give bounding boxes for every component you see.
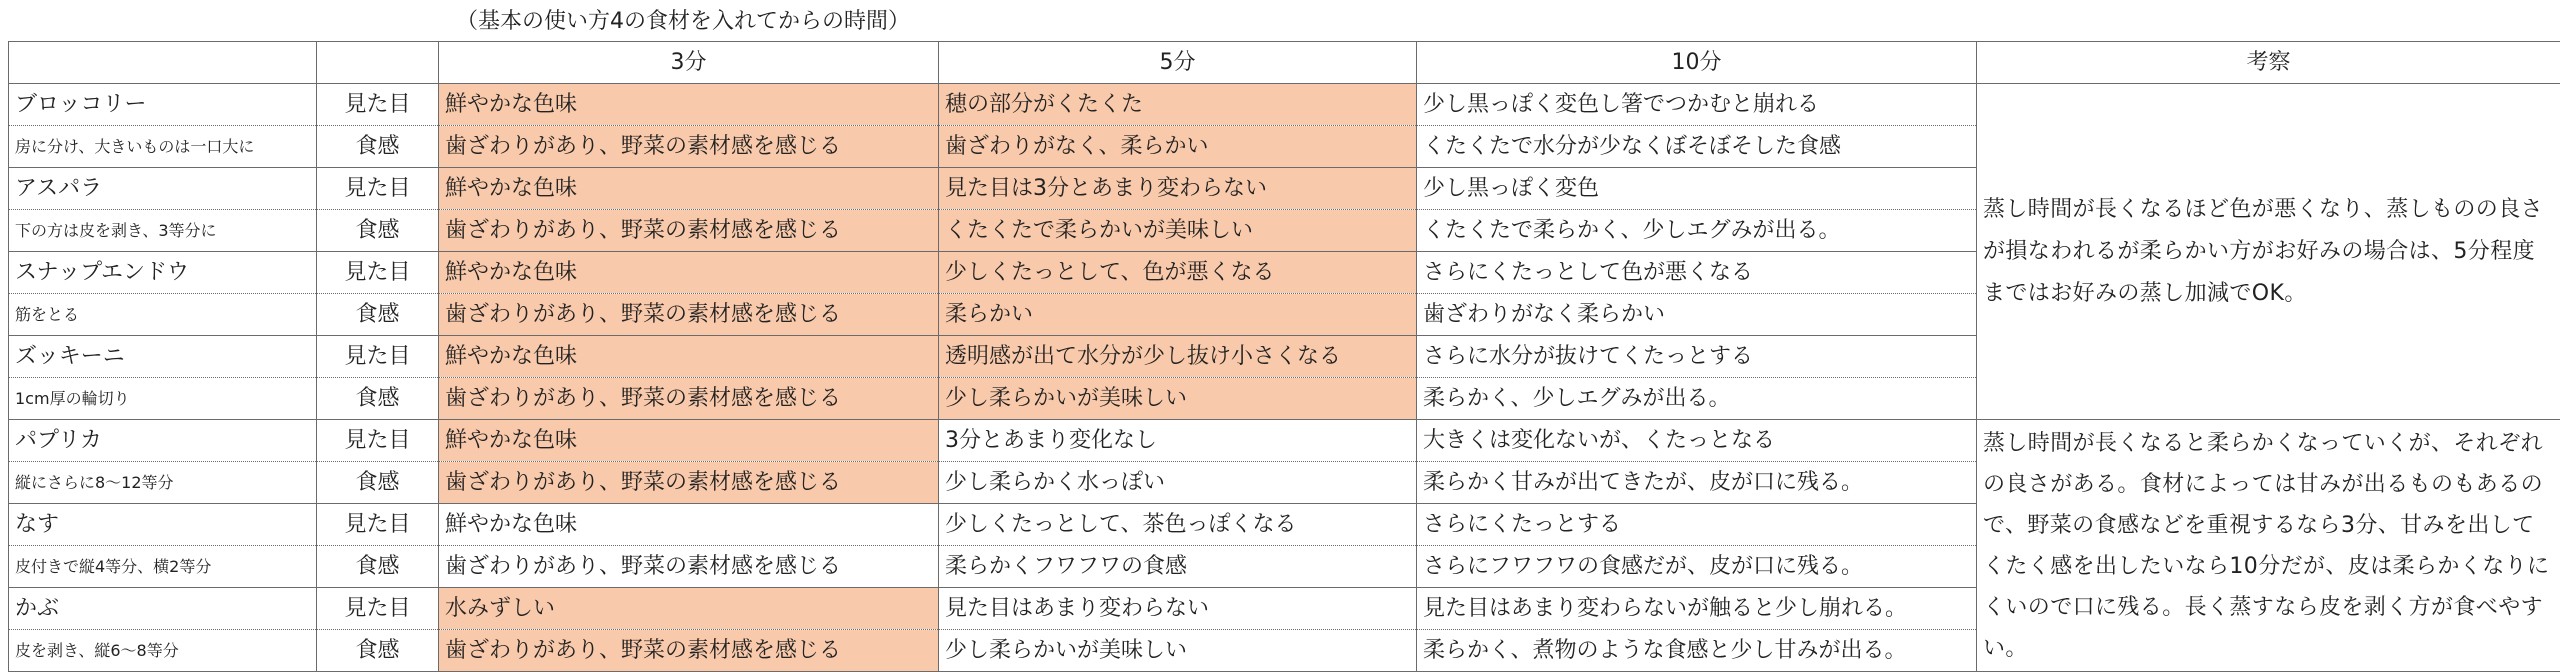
- texture-5min: 少し柔らかく水っぽい: [939, 462, 1417, 504]
- look-label: 見た目: [317, 252, 439, 294]
- texture-label: 食感: [317, 378, 439, 420]
- texture-3min: 歯ざわりがあり、野菜の素材感を感じる: [439, 126, 939, 168]
- texture-5min: 柔らかくフワフワの食感: [939, 546, 1417, 588]
- texture-3min: 歯ざわりがあり、野菜の素材感を感じる: [439, 378, 939, 420]
- look-3min: 鮮やかな色味: [439, 84, 939, 126]
- texture-label: 食感: [317, 546, 439, 588]
- texture-10min: さらにフワフワの食感だが、皮が口に残る。: [1417, 546, 1977, 588]
- look-3min: 鮮やかな色味: [439, 336, 939, 378]
- look-label: 見た目: [317, 84, 439, 126]
- vegetable-name: アスパラ: [9, 168, 317, 210]
- look-10min: 少し黒っぽく変色し箸でつかむと崩れる: [1417, 84, 1977, 126]
- vegetable-name: スナップエンドウ: [9, 252, 317, 294]
- look-3min: 鮮やかな色味: [439, 252, 939, 294]
- header-blank-label: [317, 42, 439, 84]
- look-3min: 鮮やかな色味: [439, 168, 939, 210]
- look-10min: さらにくたっとして色が悪くなる: [1417, 252, 1977, 294]
- look-label: 見た目: [317, 168, 439, 210]
- vegetable-name: かぶ: [9, 588, 317, 630]
- look-3min: 鮮やかな色味: [439, 504, 939, 546]
- texture-10min: 柔らかく、少しエグみが出る。: [1417, 378, 1977, 420]
- texture-label: 食感: [317, 630, 439, 672]
- prep-note: 下の方は皮を剥き、3等分に: [9, 210, 317, 252]
- look-label: 見た目: [317, 420, 439, 462]
- header-blank-name: [9, 42, 317, 84]
- header-row: [9, 42, 2560, 84]
- prep-note: 皮付きで縦4等分、横2等分: [9, 546, 317, 588]
- prep-note: 1cm厚の輪切り: [9, 378, 317, 420]
- vegetable-name: ブロッコリー: [9, 84, 317, 126]
- texture-3min: 歯ざわりがあり、野菜の素材感を感じる: [439, 462, 939, 504]
- texture-3min: 歯ざわりがあり、野菜の素材感を感じる: [439, 210, 939, 252]
- texture-label: 食感: [317, 294, 439, 336]
- header-10min: 10分: [1417, 42, 1977, 84]
- prep-note: 筋をとる: [9, 294, 317, 336]
- steaming-time-table: [8, 41, 2560, 672]
- prep-note: 房に分け、大きいものは一口大に: [9, 126, 317, 168]
- table-caption: （基本の使い方4の食材を入れてからの時間）: [456, 4, 910, 40]
- texture-3min: 歯ざわりがあり、野菜の素材感を感じる: [439, 630, 939, 672]
- vegetable-name: なす: [9, 504, 317, 546]
- texture-10min: 柔らかく、煮物のような食感と少し甘みが出る。: [1417, 630, 1977, 672]
- texture-label: 食感: [317, 462, 439, 504]
- vegetable-name: パプリカ: [9, 420, 317, 462]
- texture-5min: 歯ざわりがなく、柔らかい: [939, 126, 1417, 168]
- look-5min: 3分とあまり変化なし: [939, 420, 1417, 462]
- table-row: [9, 84, 2560, 126]
- texture-5min: 少し柔らかいが美味しい: [939, 378, 1417, 420]
- texture-10min: 柔らかく甘みが出てきたが、皮が口に残る。: [1417, 462, 1977, 504]
- texture-10min: 歯ざわりがなく柔らかい: [1417, 294, 1977, 336]
- look-10min: 見た目はあまり変わらないが触ると少し崩れる。: [1417, 588, 1977, 630]
- look-label: 見た目: [317, 588, 439, 630]
- look-5min: 見た目は3分とあまり変わらない: [939, 168, 1417, 210]
- texture-5min: 少し柔らかいが美味しい: [939, 630, 1417, 672]
- look-10min: さらにくたっとする: [1417, 504, 1977, 546]
- texture-3min: 歯ざわりがあり、野菜の素材感を感じる: [439, 546, 939, 588]
- header-3min: 3分: [439, 42, 939, 84]
- texture-label: 食感: [317, 210, 439, 252]
- prep-note: 皮を剥き、縦6〜8等分: [9, 630, 317, 672]
- texture-3min: 歯ざわりがあり、野菜の素材感を感じる: [439, 294, 939, 336]
- look-5min: 穂の部分がくたくた: [939, 84, 1417, 126]
- prep-note: 縦にさらに8〜12等分: [9, 462, 317, 504]
- header-observation: 考察: [1977, 42, 2560, 84]
- texture-10min: くたくたで柔らかく、少しエグみが出る。: [1417, 210, 1977, 252]
- look-3min: 鮮やかな色味: [439, 420, 939, 462]
- look-3min: 水みずしい: [439, 588, 939, 630]
- look-5min: 少しくたっとして、茶色っぽくなる: [939, 504, 1417, 546]
- look-label: 見た目: [317, 336, 439, 378]
- vegetable-name: ズッキーニ: [9, 336, 317, 378]
- texture-10min: くたくたで水分が少なくぼそぼそした食感: [1417, 126, 1977, 168]
- look-label: 見た目: [317, 504, 439, 546]
- look-5min: 見た目はあまり変わらない: [939, 588, 1417, 630]
- table-row: [9, 420, 2560, 462]
- observation-2: 蒸し時間が長くなると柔らかくなっていくが、それぞれの良さがある。食材によっては甘みが出るものもあるので、野菜の食感などを重視するなら3分、甘みを出してくたく感を出したいなら10分だが、皮は柔らかくなりにくいので口に残る。長く蒸すなら皮を剥く方が食べやすい。: [1977, 420, 2560, 672]
- header-5min: 5分: [939, 42, 1417, 84]
- look-5min: 少しくたっとして、色が悪くなる: [939, 252, 1417, 294]
- texture-5min: くたくたで柔らかいが美味しい: [939, 210, 1417, 252]
- look-10min: 大きくは変化ないが、くたっとなる: [1417, 420, 1977, 462]
- look-5min: 透明感が出て水分が少し抜け小さくなる: [939, 336, 1417, 378]
- texture-5min: 柔らかい: [939, 294, 1417, 336]
- look-10min: 少し黒っぽく変色: [1417, 168, 1977, 210]
- observation-1: 蒸し時間が長くなるほど色が悪くなり、蒸しものの良さが損なわれるが柔らかい方がお好みの場合は、5分程度まではお好みの蒸し加減でOK。: [1977, 84, 2560, 420]
- texture-label: 食感: [317, 126, 439, 168]
- look-10min: さらに水分が抜けてくたっとする: [1417, 336, 1977, 378]
